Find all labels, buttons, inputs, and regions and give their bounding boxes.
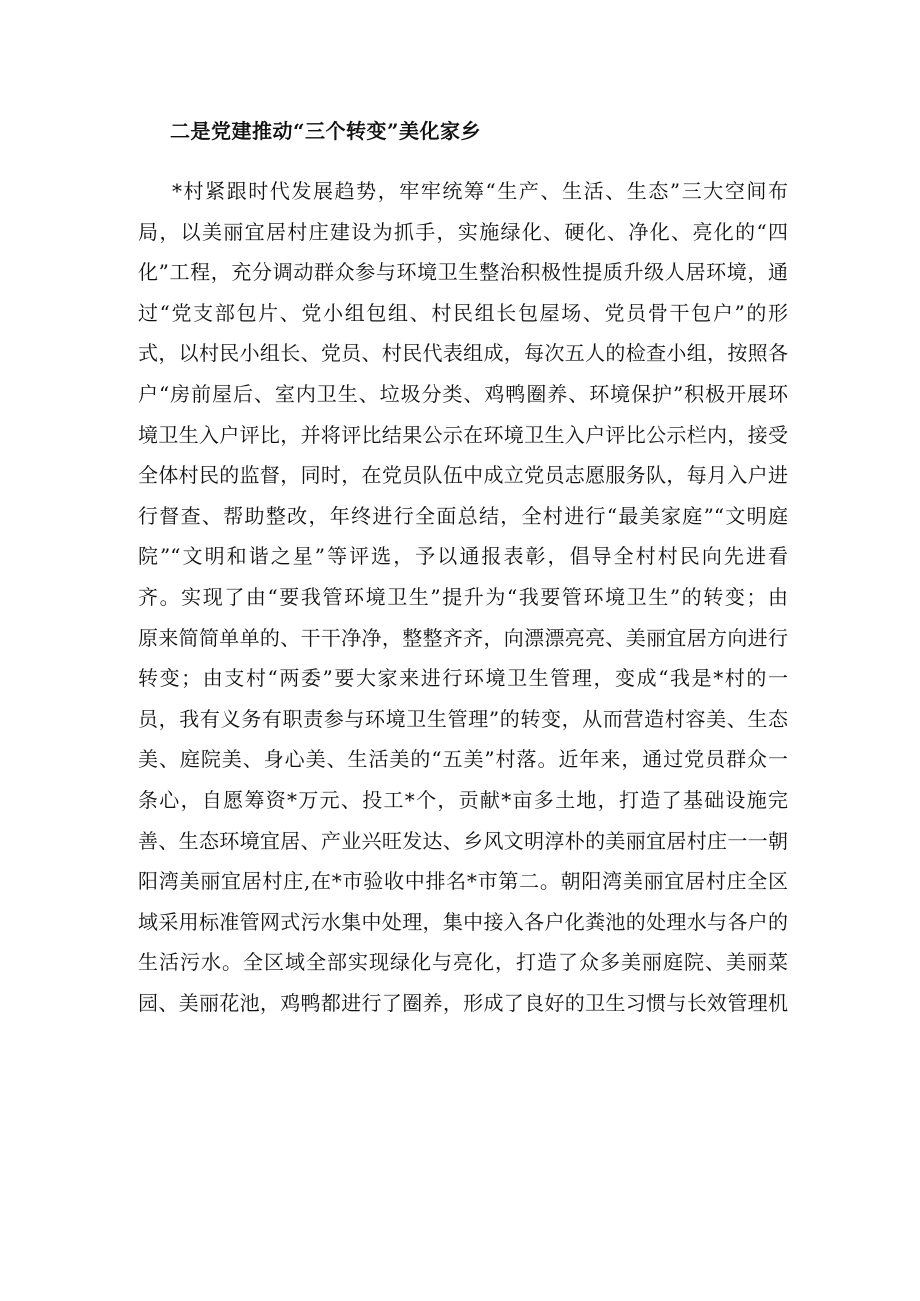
paragraph-line: 境卫生入户评比，并将评比结果公示在环境卫生入户评比公示栏内，接受	[138, 422, 788, 447]
section-heading: 二是党建推动“三个转变”美化家乡	[170, 119, 482, 143]
paragraph-line: 式，以村民小组长、党员、村民代表组成，每次五人的检查小组，按照各	[138, 341, 788, 366]
paragraph-line: 院”“文明和谐之星”等评选，予以通报表彰，倡导全村村民向先进看	[138, 544, 788, 569]
paragraph-line: 户“房前屋后、室内卫生、垃圾分类、鸡鸭圈养、环境保护”积极开展环	[138, 381, 788, 406]
paragraph-line: *村紧跟时代发展趋势，牢牢统筹“生产、生活、生态”三大空间布	[172, 179, 788, 203]
paragraph-line: 转变；由支村“两委”要大家来进行环境卫生管理，变成“我是*村的一	[138, 666, 788, 691]
body-paragraph	[138, 171, 788, 1023]
paragraph-line: 园、美丽花池，鸡鸭都进行了圈养，形成了良好的卫生习惯与长效管理机	[138, 990, 788, 1015]
paragraph-line: 行督查、帮助整改，年终进行全面总结，全村进行“最美家庭”“文明庭	[138, 503, 788, 528]
paragraph-line: 美、庭院美、身心美、生活美的“五美”村落。近年来，通过党员群众一	[138, 747, 788, 772]
paragraph-line: 过“党支部包片、党小组包组、村民组长包屋场、党员骨干包户”的形	[138, 300, 788, 325]
paragraph-line: 生活污水。全区域全部实现绿化与亮化，打造了众多美丽庭院、美丽菜	[138, 950, 788, 975]
paragraph-line: 原来简简单单的、干干净净，整整齐齐，向漂漂亮亮、美丽宜居方向进行	[138, 625, 788, 650]
paragraph-line: 局，以美丽宜居村庄建设为抓手，实施绿化、硬化、净化、亮化的“四	[138, 219, 788, 244]
paragraph-line: 条心，自愿筹资*万元、投工*个，贡献*亩多土地，打造了基础设施完	[138, 787, 788, 812]
paragraph-line: 全体村民的监督，同时，在党员队伍中成立党员志愿服务队，每月入户进	[138, 463, 788, 488]
paragraph-line: 阳湾美丽宜居村庄,在*市验收中排名*市第二。朝阳湾美丽宜居村庄全区	[138, 869, 788, 894]
paragraph-line: 善、生态环境宜居、产业兴旺发达、乡风文明淳朴的美丽宜居村庄一一朝	[138, 828, 788, 853]
paragraph-line: 员，我有义务有职责参与环境卫生管理”的转变，从而营造村容美、生态	[138, 706, 788, 731]
paragraph-line: 齐。实现了由“要我管环境卫生”提升为“我要管环境卫生”的转变；由	[138, 584, 788, 609]
paragraph-line: 化”工程，充分调动群众参与环境卫生整治积极性提质升级人居环境，通	[138, 260, 788, 285]
paragraph-line: 域采用标准管网式污水集中处理，集中接入各户化粪池的处理水与各户的	[138, 909, 788, 934]
